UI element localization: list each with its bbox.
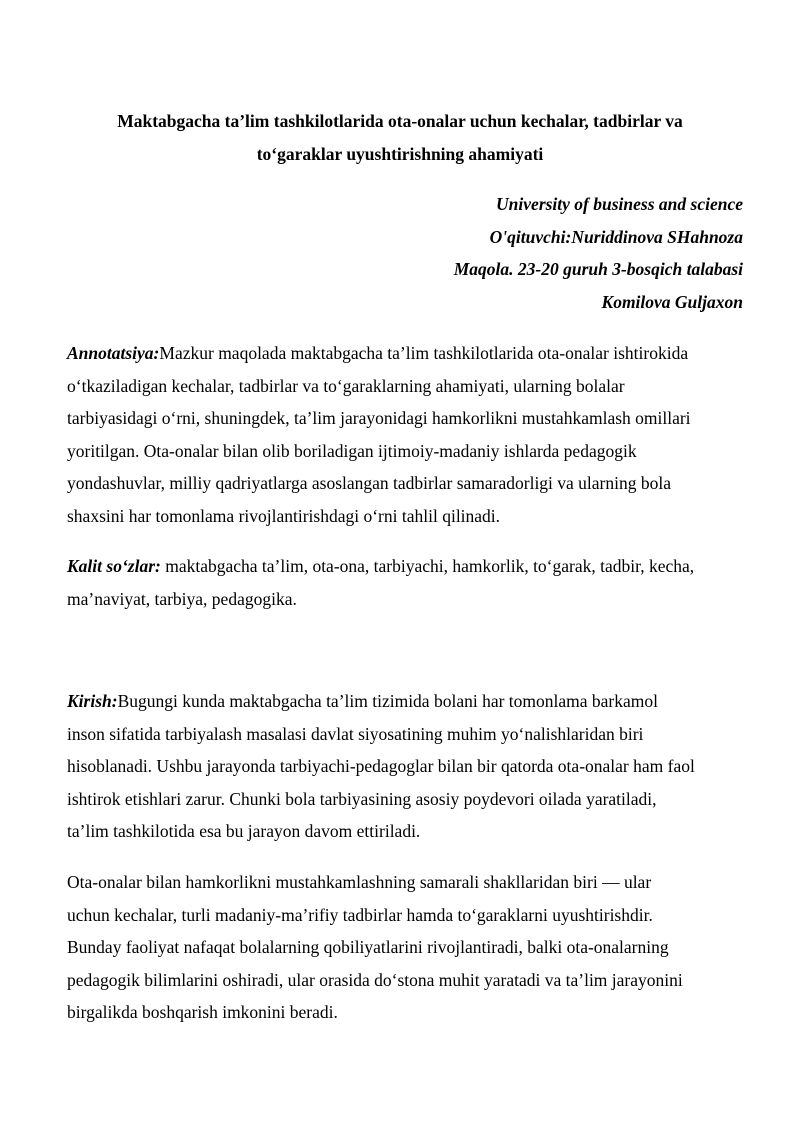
keywords-line-1: maktabgacha ta’lim, ota-ona, tarbiyachi, hamkorlik, to‘garak, tadbir, kecha,: [160, 556, 695, 576]
abstract-paragraph: [67, 337, 747, 532]
intro-line-5: ta’lim tashkilotida esa bu jarayon davom ettiriladi.: [67, 821, 421, 841]
keywords-line-2: ma’naviyat, tarbiya, pedagogika.: [67, 588, 297, 609]
para2-line-5: birgalikda boshqarish imkonini beradi.: [67, 1002, 338, 1022]
body-paragraph-2: [67, 866, 747, 1029]
keywords-label: Kalit so‘zlar:: [67, 556, 161, 576]
abstract-line-4: yoritilgan. Ota-onalar bilan olib boriladigan ijtimoiy-madaniy ishlarda pedagogik: [67, 440, 637, 461]
para2-line-4: pedagogik bilimlarini oshiradi, ular orasida do‘stona muhit yaratadi va ta’lim jarayonini: [67, 969, 683, 990]
intro-line-2: inson sifatida tarbiyalash masalasi davlat siyosatining muhim yo‘nalishlaridan biri: [67, 723, 644, 744]
keywords-paragraph: [67, 550, 747, 615]
abstract-line-3: tarbiyasidagi o‘rni, shuningdek, ta’lim jarayonidagi hamkorlikni mustahkamlash omillari: [67, 408, 691, 428]
abstract-line-6: shaxsini har tomonlama rivojlantirishdagi o‘rni tahlil qilinadi.: [67, 505, 501, 526]
introduction-paragraph: [67, 685, 747, 848]
title-line-1: Maktabgacha ta’lim tashkilotlarida ota-onalar uchun kechalar, tadbirlar va: [117, 111, 683, 131]
abstract-label: Annotatsiya:: [67, 343, 160, 363]
para2-line-2: uchun kechalar, turli madaniy-ma’rifiy tadbirlar hamda to‘garaklarni uyushtirishdir.: [67, 904, 653, 925]
title-line-2: to‘garaklar uyushtirishning ahamiyati: [256, 144, 544, 164]
para2-line-3: Bunday faoliyat nafaqat bolalarning qobiliyatlarini rivojlantiradi, balki ota-onalarning: [67, 937, 669, 957]
abstract-line-2: o‘tkaziladigan kechalar, tadbirlar va to‘garaklarning ahamiyati, ularning bolalar: [67, 375, 625, 396]
intro-line-4: ishtirok etishlari zarur. Chunki bola tarbiyasining asosiy poydevori oilada yaratiladi,: [67, 788, 657, 809]
abstract-line-5: yondashuvlar, milliy qadriyatlarga asoslangan tadbirlar samaradorligi va ularning bola: [67, 473, 672, 493]
author-affiliation: [454, 188, 743, 318]
introduction-label: Kirish:: [67, 691, 118, 711]
teacher-name: O'qituvchi:Nuriddinova SHahnoza: [489, 226, 743, 247]
article-title: [60, 105, 740, 171]
student-group: Maqola. 23-20 guruh 3-bosqich talabasi: [453, 259, 743, 279]
intro-line-1: Bugungi kunda maktabgacha ta’lim tizimida bolani har tomonlama barkamol: [117, 691, 658, 711]
para2-line-1: Ota-onalar bilan hamkorlikni mustahkamlashning samarali shakllaridan biri — ular: [67, 872, 652, 892]
university-name: University of business and science: [496, 194, 743, 214]
abstract-line-1: Mazkur maqolada maktabgacha ta’lim tashkilotlarida ota-onalar ishtirokida: [159, 343, 689, 363]
intro-line-3: hisoblanadi. Ushbu jarayonda tarbiyachi-pedagoglar bilan bir qatorda ota-onalar ham faol: [67, 756, 695, 776]
author-name: Komilova Guljaxon: [601, 291, 743, 312]
